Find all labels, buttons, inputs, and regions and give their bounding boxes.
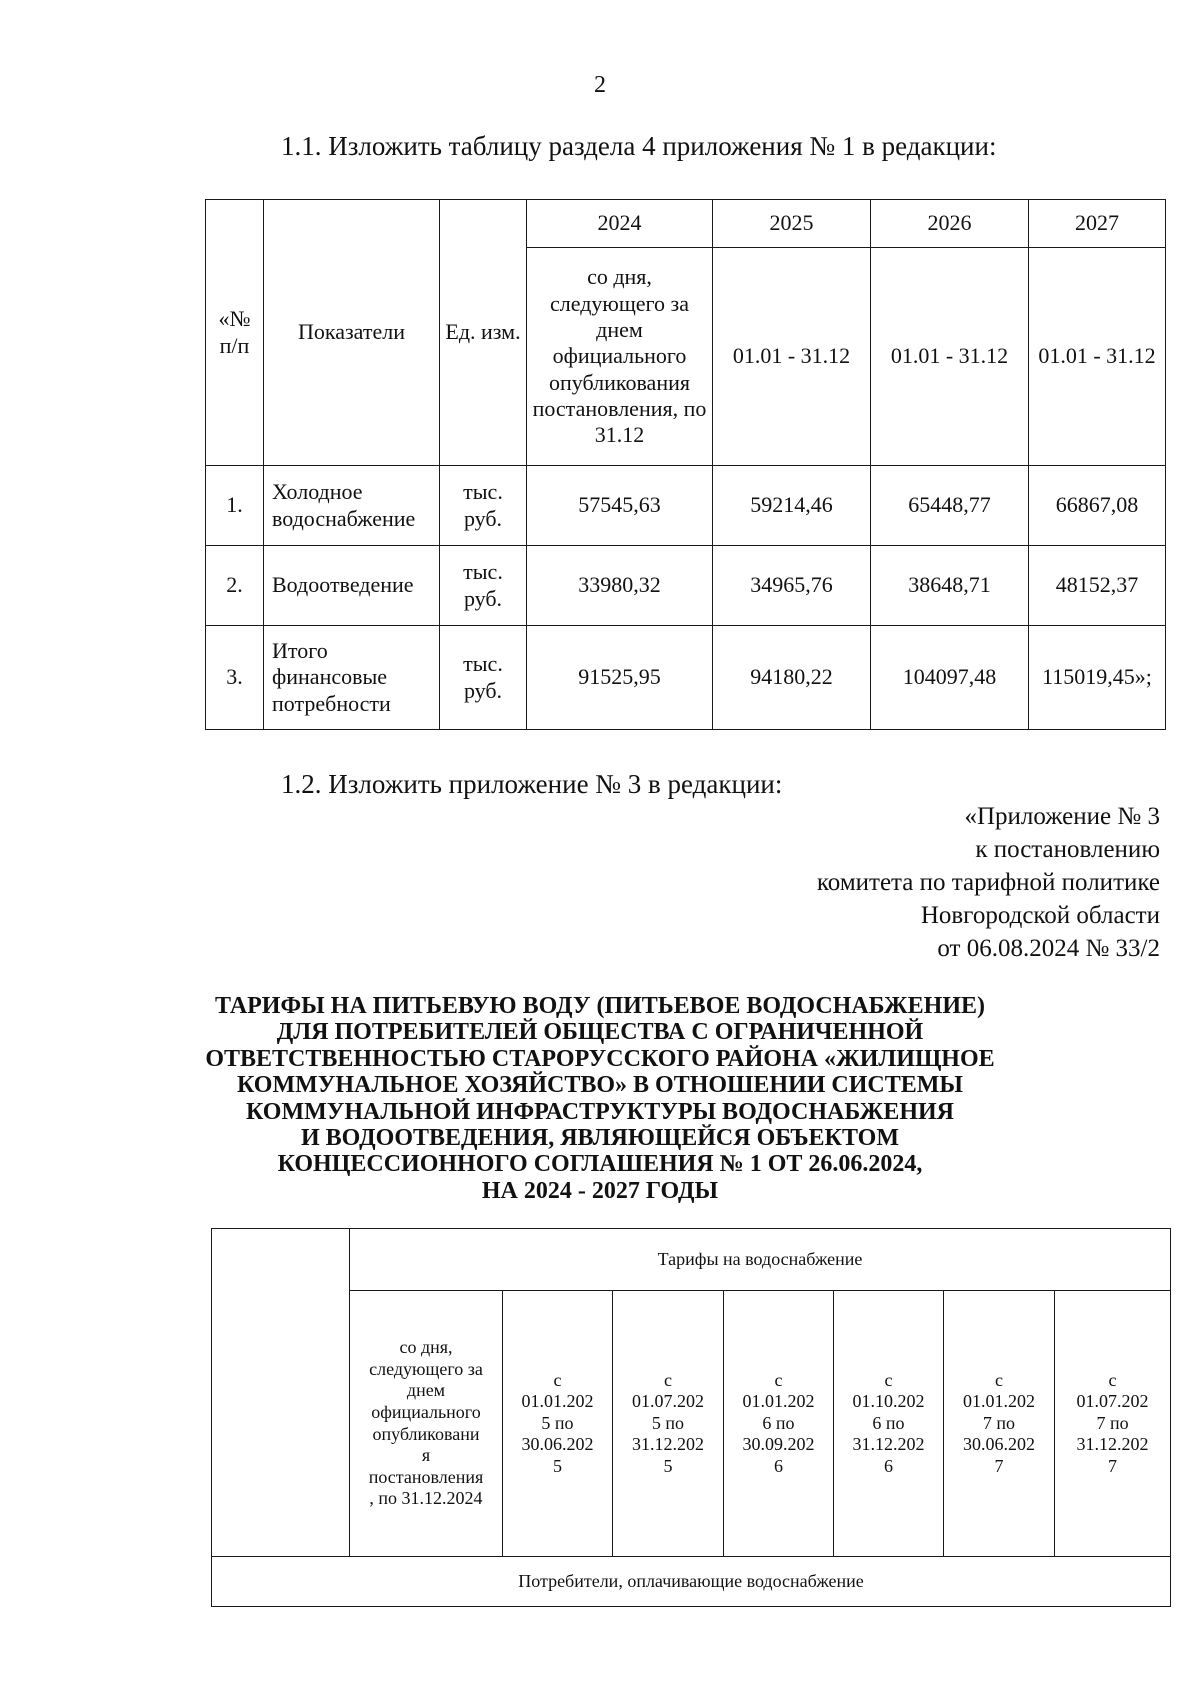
- header-period: 01.01 - 31.12: [871, 248, 1029, 466]
- row-indicator: Водоотведение: [264, 546, 440, 626]
- row-number: 2.: [206, 546, 264, 626]
- period-header: с 01.10.202 6 по 31.12.202 6: [834, 1291, 944, 1557]
- financial-needs-table: [205, 199, 1166, 730]
- row-indicator: Итого финансовые потребности: [264, 626, 440, 730]
- row-value: 57545,63: [527, 466, 713, 546]
- period-header: с 01.01.202 5 по 30.06.202 5: [503, 1291, 613, 1557]
- group-header: Тарифы на водоснабжение: [350, 1229, 1171, 1291]
- page-number: 2: [594, 72, 606, 98]
- title-line: КОНЦЕССИОННОГО СОГЛАШЕНИЯ № 1 ОТ 26.06.2024,: [277, 1151, 923, 1178]
- tariff-title: [90, 993, 1110, 1204]
- row-value: 33980,32: [527, 546, 713, 626]
- row-value: 66867,08: [1029, 466, 1166, 546]
- title-line: ДЛЯ ПОТРЕБИТЕЛЕЙ ОБЩЕСТВА С ОГРАНИЧЕННОЙ: [276, 1019, 924, 1046]
- period-header: со дня, следующего за днем официального опубликовани я постановления , по 31.12.2024: [350, 1291, 503, 1557]
- appendix-reference: [817, 800, 1160, 965]
- consumers-row: Потребители, оплачивающие водоснабжение: [212, 1557, 1171, 1607]
- row-unit: тыс. руб.: [440, 466, 527, 546]
- row-unit: тыс. руб.: [440, 626, 527, 730]
- header-period: 01.01 - 31.12: [713, 248, 871, 466]
- row-indicator: Холодное водоснабжение: [264, 466, 440, 546]
- row-number: 1.: [206, 466, 264, 546]
- table-row: [206, 626, 1166, 730]
- header-period: 01.01 - 31.12: [1029, 248, 1166, 466]
- row-number: 3.: [206, 626, 264, 730]
- row-value: 59214,46: [713, 466, 871, 546]
- header-year: 2027: [1029, 200, 1166, 248]
- section-1-1-heading: 1.1. Изложить таблицу раздела 4 приложения № 1 в редакции:: [281, 131, 997, 161]
- appendix-line: «Приложение № 3: [964, 803, 1160, 830]
- row-value: 65448,77: [871, 466, 1029, 546]
- appendix-line: комитета по тарифной политике: [816, 869, 1160, 896]
- period-header: с 01.01.202 7 по 30.06.202 7: [944, 1291, 1055, 1557]
- header-unit: Ед. изм.: [440, 200, 527, 466]
- header-year: 2025: [713, 200, 871, 248]
- row-value: 48152,37: [1029, 546, 1166, 626]
- period-header: с 01.07.202 5 по 31.12.202 5: [613, 1291, 724, 1557]
- title-line: И ВОДООТВЕДЕНИЯ, ЯВЛЯЮЩЕЙСЯ ОБЪЕКТОМ: [301, 1124, 899, 1151]
- appendix-line: к постановлению: [975, 836, 1160, 863]
- header-indicator: Показатели: [264, 200, 440, 466]
- period-header: с 01.01.202 6 по 30.09.202 6: [724, 1291, 834, 1557]
- header-number: «№ п/п: [206, 200, 264, 466]
- section-1-2-heading: 1.2. Изложить приложение № 3 в редакции:: [281, 769, 783, 799]
- row-unit: тыс. руб.: [440, 546, 527, 626]
- period-header: с 01.07.202 7 по 31.12.202 7: [1055, 1291, 1171, 1557]
- header-period: со дня, следующего за днем официального опубликования постановления, по 31.12: [527, 248, 713, 466]
- header-year: 2026: [871, 200, 1029, 248]
- title-line: ТАРИФЫ НА ПИТЬЕВУЮ ВОДУ (ПИТЬЕВОЕ ВОДОСНАБЖЕНИЕ): [215, 993, 985, 1019]
- row-value: 34965,76: [713, 546, 871, 626]
- appendix-line: Новгородской области: [920, 902, 1160, 929]
- title-line: КОММУНАЛЬНОЙ ИНФРАСТРУКТУРЫ ВОДОСНАБЖЕНИЯ: [245, 1098, 955, 1125]
- row-value: 91525,95: [527, 626, 713, 730]
- table-row: [206, 466, 1166, 546]
- row-value: 94180,22: [713, 626, 871, 730]
- title-line: ОТВЕТСТВЕННОСТЬЮ СТАРОРУССКОГО РАЙОНА «ЖИЛИЩНОЕ: [205, 1045, 995, 1072]
- tariff-table: [211, 1228, 1171, 1607]
- title-line: НА 2024 - 2027 ГОДЫ: [481, 1177, 719, 1204]
- header-year: 2024: [527, 200, 713, 248]
- row-value: 38648,71: [871, 546, 1029, 626]
- row-value: 115019,45»;: [1029, 626, 1166, 730]
- table-row: [206, 546, 1166, 626]
- appendix-line: от 06.08.2024 № 33/2: [937, 935, 1160, 962]
- empty-corner-cell: [212, 1229, 350, 1557]
- row-value: 104097,48: [871, 626, 1029, 730]
- period-header-row: [212, 1291, 1171, 1557]
- title-line: КОММУНАЛЬНОЕ ХОЗЯЙСТВО» В ОТНОШЕНИИ СИСТЕМЫ: [237, 1072, 963, 1099]
